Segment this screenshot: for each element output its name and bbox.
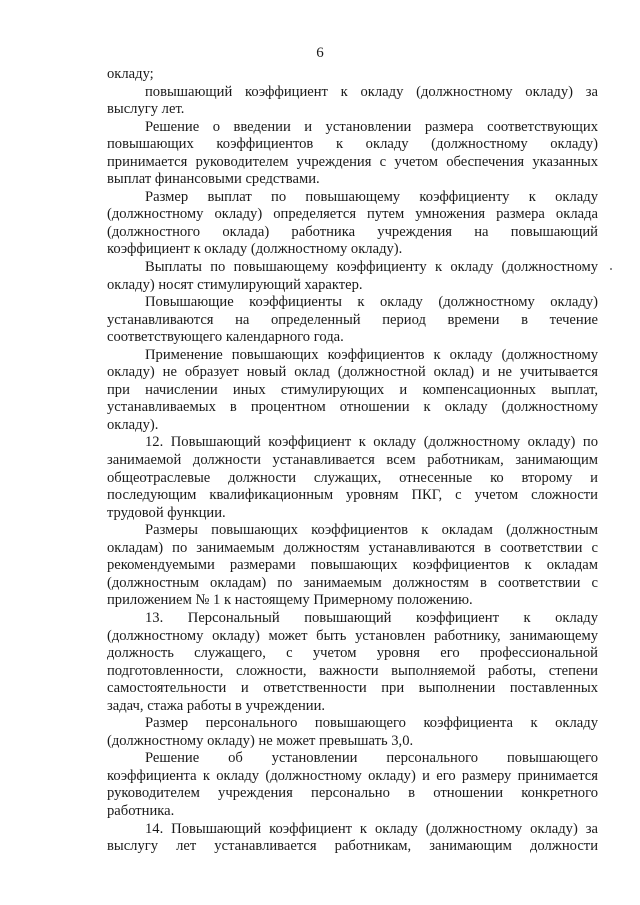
text-line: Повышающие коэффициенты к окладу (должностному окладу) <box>145 294 598 311</box>
text-line: 14. Повышающий коэффициент к окладу (должностному окладу) за <box>145 820 598 837</box>
page-number: 6 <box>316 45 324 61</box>
text-line: окладу) носят стимулирующий характер. <box>107 276 363 293</box>
text-line: устанавливаемых в процентном отношении к окладу (должностному <box>107 399 598 416</box>
text-line: устанавливаются на определенный период времени в течение <box>107 311 598 328</box>
text-line: соответствующего календарного года. <box>107 329 344 346</box>
text-line: выслугу лет. <box>107 101 185 118</box>
document-body <box>107 66 598 856</box>
text-line: при начислении иных стимулирующих и компенсационных выплат, <box>107 381 598 398</box>
text-line: Выплаты по повышающему коэффициенту к окладу (должностному <box>145 259 598 276</box>
text-line: работника. <box>107 802 175 819</box>
text-line: последующим квалификационным уровням ПКГ, с учетом сложности <box>107 487 598 504</box>
text-line: (должностного оклада) работника учреждения на повышающий <box>107 223 598 240</box>
text-line: выплат финансовыми средствами. <box>107 171 320 188</box>
text-line: выслугу лет устанавливается работникам, занимающим должности <box>107 838 598 855</box>
scan-artifact <box>610 268 612 270</box>
text-line: руководителем учреждения персонально в отношении конкретного <box>107 785 598 802</box>
text-line: трудовой функции. <box>107 504 226 521</box>
text-line: задач, стажа работы в учреждении. <box>107 697 326 714</box>
text-line: приложением № 1 к настоящему Примерному положению. <box>107 592 473 609</box>
text-line: подготовленности, сложности, важности выполняемой работы, степени <box>107 662 598 679</box>
text-line: Размер выплат по повышающему коэффициенту к окладу <box>145 188 598 205</box>
text-line: (должностному окладу) не может превышать 3,0. <box>107 732 414 749</box>
text-line: (должностным окладам) по занимаемым должностям в соответствии с <box>107 574 598 591</box>
text-line: 12. Повышающий коэффициент к окладу (должностному окладу) по <box>145 434 598 451</box>
text-line: Решение об установлении персонального повышающего <box>145 750 598 767</box>
text-line: Применение повышающих коэффициентов к окладу (должностному <box>145 346 598 363</box>
text-line: окладу) не образует новый оклад (должностной оклад) и не учитывается <box>107 364 598 381</box>
text-line: Размер персонального повышающего коэффициента к окладу <box>145 715 598 732</box>
text-line: повышающих коэффициентов к окладу (должностному окладу) <box>107 136 598 153</box>
text-line: окладу; <box>107 66 154 82</box>
text-line: (должностному окладу) может быть установлен работнику, занимающему <box>107 627 598 644</box>
text-line: занимаемой должности устанавливается всем работникам, занимающим <box>107 452 598 469</box>
text-line: коэффициент к окладу (должностному окладу). <box>107 241 403 258</box>
text-line: общеотраслевые должности служащих, отнесенные ко второму и <box>107 469 598 486</box>
text-line: (должностному окладу) определяется путем умножения размера оклада <box>107 206 598 223</box>
text-line: Размеры повышающих коэффициентов к окладам (должностным <box>145 522 598 539</box>
text-line: Решение о введении и установлении размера соответствующих <box>145 118 598 135</box>
text-line: 13. Персональный повышающий коэффициент к окладу <box>145 609 598 626</box>
text-line: рекомендуемыми размерами повышающих коэффициентов к окладам <box>107 557 598 574</box>
text-line: самостоятельности и ответственности при выполнении поставленных <box>107 680 598 697</box>
text-line: окладу). <box>107 416 159 433</box>
text-line: коэффициента к окладу (должностному окладу) и его размеру принимается <box>107 767 598 784</box>
text-line: повышающий коэффициент к окладу (должностному окладу) за <box>145 83 598 100</box>
text-line: принимается руководителем учреждения с учетом обеспечения указанных <box>107 153 598 170</box>
text-line: окладам) по занимаемым должностям устанавливаются в соответствии с <box>107 539 598 556</box>
text-line: должность служащего, с учетом уровня его профессиональной <box>107 645 598 662</box>
